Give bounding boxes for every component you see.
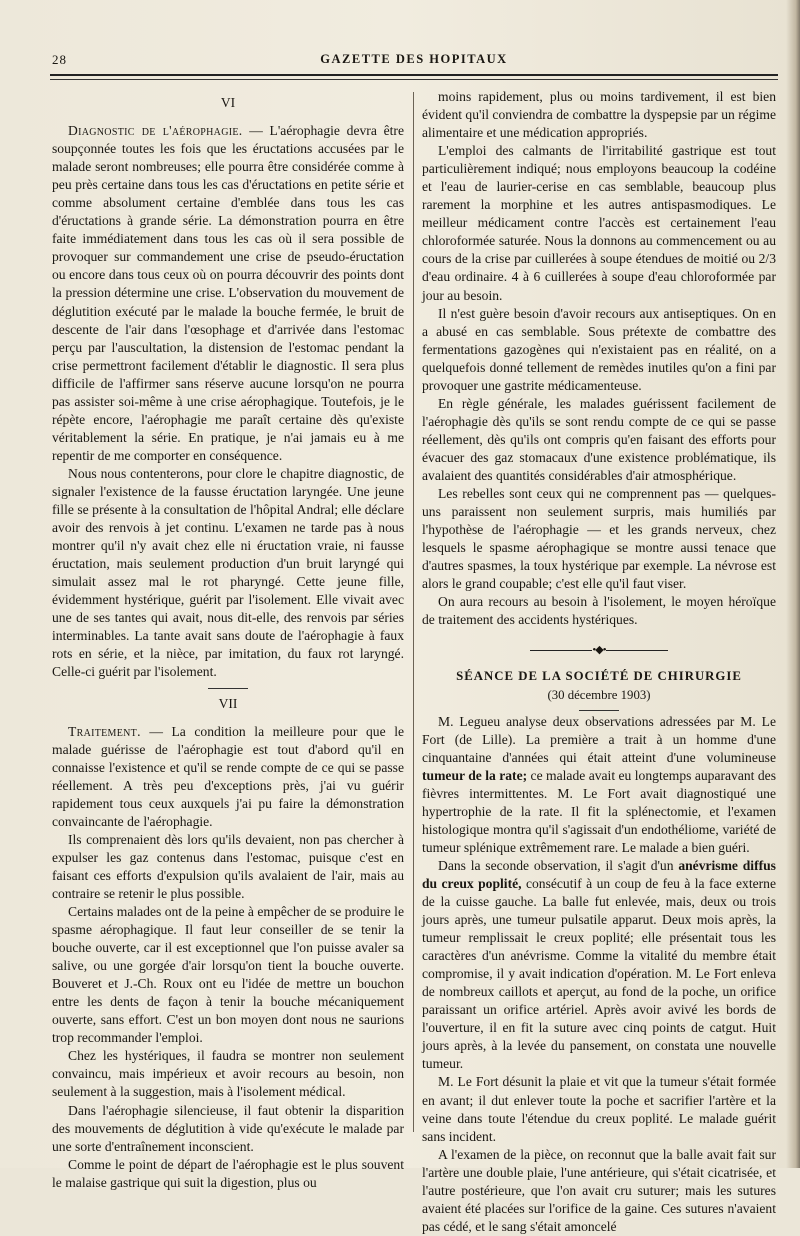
page-header: [52, 52, 776, 74]
seance-date: (30 décembre 1903): [547, 687, 651, 702]
column-divider: [413, 92, 414, 1132]
left-column: [52, 88, 404, 1192]
paragraph-text: consécutif à un coup de feu à la face externe de la cuisse gauche. La balle fut enlevée, mais, deux ou trois jours après, une tumeur pulsatile apparut. Deux mois après, la tumeur remplissait le creux poplité; elle présentait tous les caractères d'un anévrisme. Comme la vitalité du membre était compromise, il y avait indication d'opération. M. Le Fort enleva de nombreux caillots et aperçut, au fond de la poche, un orifice paraissant un orifice artériel. Après avoir avivé les bords de l'ouverture, il en fit la suture avec cinq points de catgut. Huit jours après, à la levée du pansement, on constata une nouvelle tumeur.: [422, 875, 776, 1072]
paragraph: [52, 723, 404, 831]
right-column: [422, 88, 776, 1236]
section-heading-traitement: Traitement.: [68, 723, 141, 739]
seance-title: SÉANCE DE LA SOCIÉTÉ DE CHIRURGIE: [456, 669, 742, 684]
paragraph: Les rebelles sont ceux qui ne comprennent pas — quelques-uns paraissent non seulement surpris, mais humiliés par l'hypothèse de l'aérophagie — et les grands nerveux, chez lesquels le spasme aérophagique se montre aussi tenace que d'autres spasmes, la toux hystérique par exemple. La névrose est alors le grand coupable; c'est elle qu'il faut viser.: [422, 486, 776, 592]
paragraph: Certains malades ont de la peine à empêcher de se produire le spasme aérophagique. Il faut leur conseiller de se tenir la bouche ouverte, car il est exceptionnel que l'on puisse avaler sa salive, ou une gorgée d'air lorsqu'on tient la bouche ouverte. Bouveret et J.-Ch. Roux ont eu l'idée de mettre un bouchon entre les dents de façon à tenir la bouche mécaniquement ouverte, sans effort. C'est un bon moyen dont nous ne saurions trop recommander l'emploi.: [52, 904, 404, 1046]
paragraph: En règle générale, les malades guérissent facilement de l'aérophagie dès qu'ils se sont rendu compte de ce qui se passe réellement, dès qu'ils ont compris qu'en faisant des efforts pour évacuer des gaz stomacaux d'une existence problématique, ils avalaient des quantités considérables d'air atmosphérique.: [422, 395, 776, 483]
short-divider: [208, 688, 248, 689]
paragraph: L'emploi des calmants de l'irritabilité gastrique est tout particulièrement indiqué; nous employons beaucoup la codéine et l'eau de laurier-cerise en cas semblable, beaucoup plus rarement la morphine et les autres antispasmodiques. Le meilleur médicament contre l'accès est certainement l'eau chloroformée saturée. Nous la donnons au commencement ou au cours de la crise par cuillerées à soupe étendues de moitié ou 2/3 d'eau ordinaire. 4 à 6 cuillerées à soupe d'eau chloroformée par jour au besoin.: [422, 143, 776, 303]
header-rule-thin: [50, 79, 778, 80]
paragraph: M. Le Fort désunit la plaie et vit que la tumeur s'était formée en avant; il dut enlever toute la poche et sacrifier l'artère et la veine dans toute l'étendue du creux poplité. Le malade guérit sans incident.: [422, 1074, 776, 1144]
ornament-line-left: [530, 650, 592, 651]
bold-term: tumeur de la rate;: [422, 767, 528, 783]
section-ornament: •◆•: [422, 641, 776, 659]
page-edge-shadow: [786, 0, 800, 1168]
bold-term: anévrisme diffus du creux poplité,: [422, 857, 776, 891]
paragraph: moins rapidement, plus ou moins tardivement, il est bien évident qu'il conviendra de combattre la dyspepsie par un régime alimentaire et une médication appropriés.: [422, 89, 776, 141]
paragraph-text: M. Legueu analyse deux observations adressées par M. Le Fort (de Lille). La première a trait à un homme d'une cinquantaine d'années qui était atteint d'une volumineuse: [422, 713, 776, 765]
section-number-vii: VII: [218, 695, 238, 711]
section-heading-diagnostic: Diagnostic de l'aérophagie.: [68, 123, 243, 139]
page-number: 28: [52, 52, 67, 67]
paragraph: Chez les hystériques, il faudra se montrer non seulement convaincu, mais impérieux et avoir recours au besoin, non seulement à la suggestion, mais à l'isolement médical.: [52, 1048, 404, 1100]
paragraph-text: — L'aérophagie devra être soupçonnée toutes les fois que les éructations accusées par le malade seront nombreuses; elle pourra être considérée comme à peu près certaine dans tous les cas d'éructations en petite série et comme absolument certaine d'emblée dans tous les cas d'éructations à grande série. La démonstration pourra en être faite immédiatement dans tous les cas où il sera possible de provoquer sur commandement une crise de pseudo-éructation ou encore dans tous ceux où on pourra découvrir des points dont la pression détermine une crise. L'observation du mouvement de déglutition exécuté par le malade la bouche fermée, le bruit de descente de l'air dans l'œsophage et d'arrivée dans l'estomac perçu par l'auscultation, la distension de l'estomac pendant la crise permettront facilement d'établir le diagnostic. Il sera plus difficile de l'affirmer sans réserve aucune lorsqu'on ne pourra pas assister soi-même à une crise aérophagique. Toutefois, je le répète encore, l'aérophagie me paraît certaine dès qu'existe véritablement la série. En pratique, je n'ai jamais eu à me repentir de me comporter en conséquence.: [52, 123, 404, 463]
short-divider: [579, 710, 619, 711]
paragraph: [52, 122, 404, 465]
paragraph: Comme le point de départ de l'aérophagie est le plus souvent le malaise gastrique qui suit la digestion, plus ou: [52, 1156, 404, 1190]
running-title: GAZETTE DES HOPITAUX: [320, 52, 508, 66]
paragraph: On aura recours au besoin à l'isolement, le moyen héroïque de traitement des accidents hystériques.: [422, 594, 776, 628]
paragraph: [422, 713, 776, 857]
paragraph: Dans l'aérophagie silencieuse, il faut obtenir la disparition des mouvements de déglutition à vide qu'exécute le malade par une sorte d'entraînement inconscient.: [52, 1102, 404, 1154]
paragraph: Ils comprenaient dès lors qu'ils devaient, non pas chercher à expulser les gaz contenus dans l'estomac, puisque c'est en faisant ces efforts d'expulsion qu'ils avalaient de l'air, mais au contraire se retenir le plus possible.: [52, 831, 404, 901]
header-rule-thick: [50, 74, 778, 76]
paragraph: [422, 857, 776, 1074]
paragraph-text: ce malade avait eu longtemps auparavant des fièvres intermittentes. M. Le Fort avait diagnostiqué une hypertrophie de la rate. Il fit la splénectomie, et l'examen histologique montra qu'il s'agissait d'un endothéliome, variété de tumeur splénique extrêmement rare. Le malade a bien guéri.: [422, 767, 776, 855]
paragraph: Nous nous contenterons, pour clore le chapitre diagnostic, de signaler l'existence de la fausse éructation laryngée. Une jeune fille se présente à la consultation de l'hôpital Andral; elle déclare avoir des renvois à jet continu. L'examen ne tarde pas à nous montrer qu'il n'y avait chez elle ni éructation vraie, ni fausse éructation, mais seulement production d'un bruit laryngé qui simulait assez mal le rot pharyngé. Cette jeune fille, évidemment hystérique, guérit par l'isolement. Elle vivait avec une de ses tantes qui avait, nous dit-elle, des renvois par séries interminables. La tante avait sans doute de l'aérophagie à faux rots en série, et la nièce, par imitation, du faux rot laryngé. Celle-ci guérit par l'isolement.: [52, 465, 404, 680]
paragraph-text: — La condition la meilleure pour que le malade guérisse de l'aérophagie est tout d'abord qu'il en connaisse l'existence et qu'il se rende compte de ce qui se passe réellement. A très peu d'exceptions près, j'ai vu guérir rapidement tous ceux auxquels j'ai pu faire la démonstration convaincante de l'aérophagie.: [52, 723, 404, 829]
paragraph: A l'examen de la pièce, on reconnut que la balle avait fait sur l'artère une double plaie, l'une antérieure, qui s'était cicatrisée, et l'autre postérieure, que l'on avait cru suturer; mais les sutures avaient été placées sur l'orifice de la gaine. Ces sutures n'avaient pas cédé, et le sang s'était amoncelé: [422, 1146, 776, 1234]
paragraph: Il n'est guère besoin d'avoir recours aux antiseptiques. On en a abusé en cas semblable. Sous prétexte de combattre des fermentations gazogènes qui n'existaient pas en réalité, on a quelquefois donné tellement de remèdes inutiles qu'on a fini par provoquer une gastrite médicamenteuse.: [422, 305, 776, 393]
paragraph-text: Dans la seconde observation, il s'agit d'un: [438, 857, 674, 873]
ornament-line-right: [606, 650, 668, 651]
section-number-vi: VI: [220, 95, 236, 110]
